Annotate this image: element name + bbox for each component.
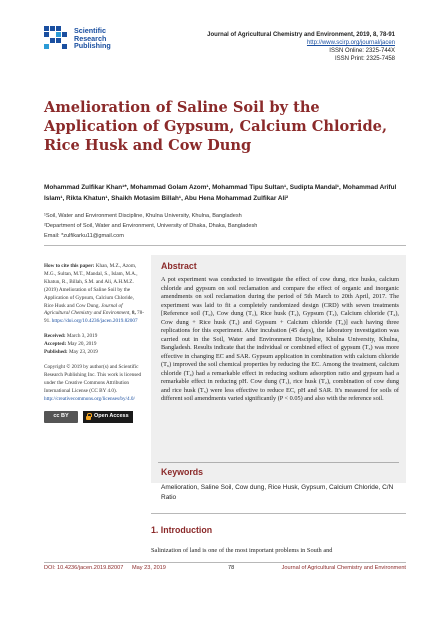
publisher-name: Scientific Research Publishing (74, 26, 111, 51)
corresponding-email: Email: *zulfikarku11@gmail.com (44, 232, 124, 239)
affiliations (44, 212, 406, 241)
scirp-logo-icon (44, 26, 68, 52)
dates-block: Received: March 3, 2019 Accepted: May 20, 2019 Published: May 23, 2019 (44, 333, 98, 356)
affiliation-1: ¹Soil, Water and Environment Discipline, Khulna University, Khulna, Bangladesh (44, 213, 242, 219)
paper-title: Amelioration of Saline Soil by the Application of Gypsum, Calcium Chloride, Rice Husk and Cow Dung (44, 99, 388, 154)
introduction-heading: 1. Introduction (151, 525, 213, 535)
affiliation-2: ²Department of Soil, Water and Environment, University of Dhaka, Dhaka, Bangladesh (44, 222, 258, 229)
citation-doi-link[interactable]: https://doi.org/10.4236/jacen.2019.82007 (51, 318, 138, 325)
license-badges (44, 411, 144, 423)
journal-url-link[interactable]: http://www.scirp.org/journal/jacen (306, 40, 395, 46)
issn-print: ISSN Print: 2325-7458 (334, 56, 395, 62)
citation-block: How to cite this paper: Khan, M.Z., Azom, M.G., Sultan, M.T., Mandal, S., Islam, M.A., Khatun, R., Billah, S.M. and Ali, A.H.M.Z. (2019) Amelioration of Saline Soil by the Application of Gypsum, Calcium Chloride, Rice Husk and Cow Dung. Journal of Agricultural Chemistry and Environment, 8, 78-91. https://doi.org/10.4236/jacen.2019.82007 (44, 263, 144, 325)
footer-divider (44, 562, 406, 563)
journal-citation: Journal of Agricultural Chemistry and Environment, 2019, 8, 78-91 (207, 32, 395, 38)
copyright-block: Copyright © 2019 by author(s) and Scientific Research Publishing Inc. This work is licensed under the Creative Commons Attribution International License (CC BY 4.0). http://creativecommons.org/licenses/by/4.0/ (44, 363, 142, 402)
abstract-heading: Abstract (161, 261, 197, 271)
cc-by-badge-icon[interactable]: cc BY (44, 411, 78, 423)
footer-date: May 23, 2019 (132, 565, 166, 571)
header-divider (44, 245, 406, 246)
footer-journal: Journal of Agricultural Chemistry and Environment (281, 565, 406, 571)
keywords-rule (158, 462, 399, 463)
keywords-text: Amelioration, Saline Soil, Cow dung, Rice Husk, Gypsum, Calcium Chloride, C/N Ratio (161, 484, 394, 501)
page-number: 78 (228, 565, 235, 571)
abstract-text: A pot experiment was conducted to investigate the effect of cow dung, rice husks, calcium chloride and gypsum on soil reclamation and compare the effect of organic and inorganic amendments on soil reclamation during the period of 5th March to 20th April, 2017. The experiment was laid to fit a completely randomized design (CRD) with seven treatments [Reference soil (T₀), Cow dung (T₁), Rice husk (T₂), Gypsum (T₃), Calcium chloride (T₄), Cow dung + Rice husk (T₅) and Gypsum + Calcium chloride (T₆)] each having three replications for this experiment. After incubation (45 days), the laboratory investigation was carried out in the Soil, Water and Environment Discipline, Khulna University, Khulna, Bangladesh. Results indicate that the individual or combined effect of gypsum (T₃) was more effective in changing EC and SAR. Gypsum application in combination with calcium chloride (T₆) improved the soil chemical properties by reducing the EC. Among the treatment, calcium chloride (T₄) had a remarkable effect in reducing sodium adsorption ratio and gypsum had a remarkable effect in reducing pH. Cow dung (T₁), rice husk (T₂), combination of cow dung and rice husk (T₅) were less effective to reduce EC, pH and SAR. It's measured for soils of different soil amendments varied significantly (P < 0.05) and also with the reference soil. (161, 276, 399, 402)
license-link[interactable]: http://creativecommons.org/licenses/by/4.0/ (44, 395, 135, 402)
introduction-text: Salinization of land is one of the most important problems in South and (151, 547, 333, 554)
author-list: Mohammad Zulfikar Khan¹*, Mohammad Golam Azom¹, Mohammad Tipu Sultan¹, Sudipta Mandal¹, Mohammad Ariful Islam¹, Rikta Khatun¹, Shaikh Motasim Billah¹, Abu Hena Mohammad Zulfikar Ali² (44, 184, 397, 202)
open-access-badge[interactable]: Open Access (83, 411, 133, 423)
journal-info (207, 31, 395, 63)
section-divider (151, 513, 406, 514)
publisher-logo (44, 24, 164, 72)
article-sidebar (44, 263, 144, 423)
keywords-heading: Keywords (161, 467, 204, 477)
issn-online: ISSN Online: 2325-744X (329, 48, 395, 54)
open-lock-icon (86, 413, 91, 420)
footer-doi[interactable]: DOI: 10.4236/jacen.2019.82007 (44, 565, 124, 571)
